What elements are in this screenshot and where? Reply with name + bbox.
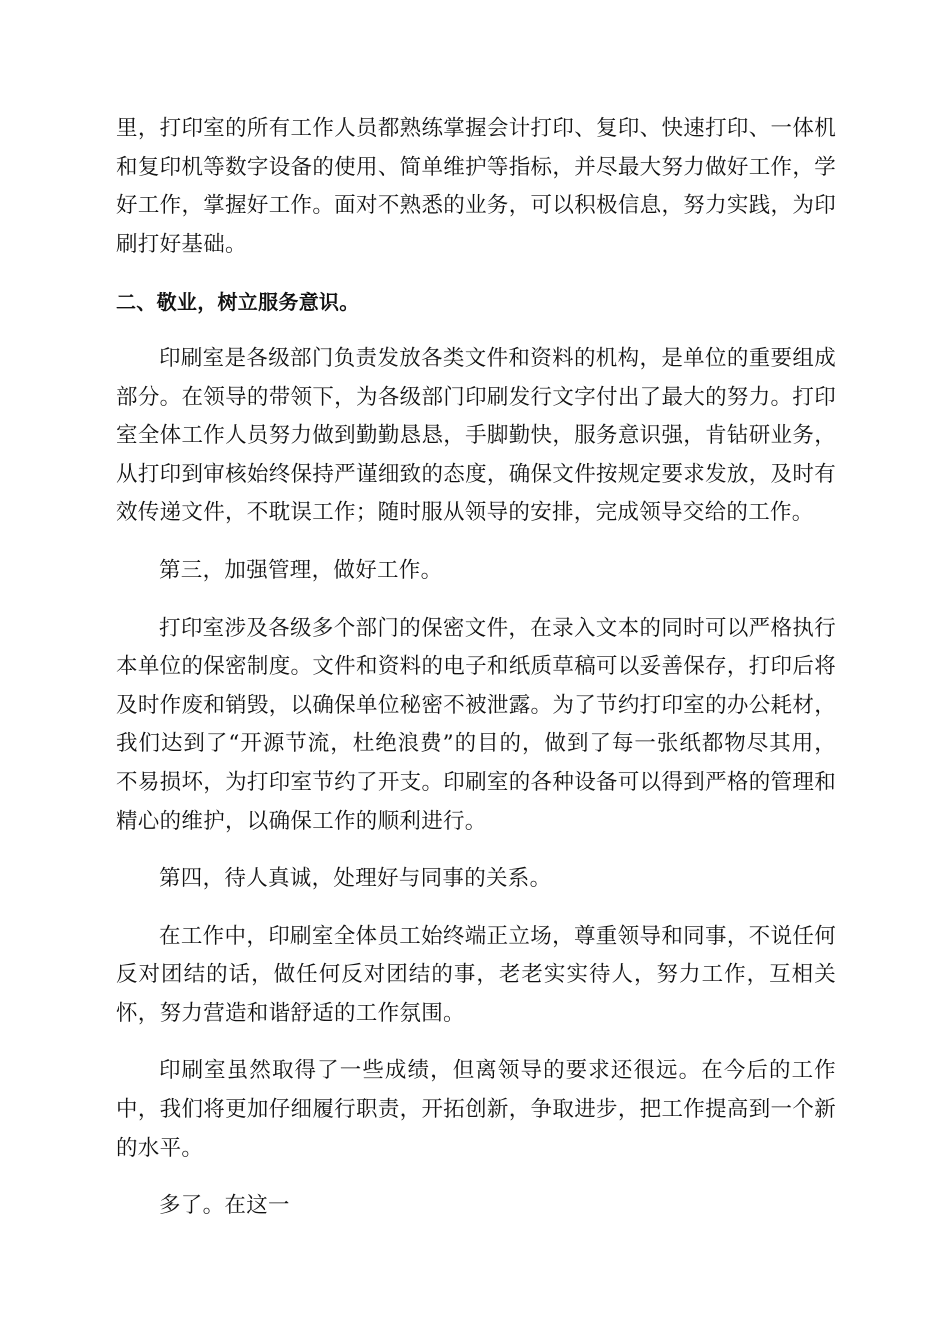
document-body xyxy=(116,110,836,1245)
section-heading-4: 第四，待人真诚，处理好与同事的关系。 xyxy=(159,866,552,892)
paragraph: 在工作中，印刷室全体员工始终端正立场，尊重领导和同事，不说任何反对团结的话，做任何反对团结的事，老老实实待人，努力工作，互相关怀，努力营造和谐舒适的工作氛围。 xyxy=(116,923,836,1026)
paragraph: 印刷室虽然取得了一些成绩，但离领导的要求还很远。在今后的工作中，我们将更加仔细履行职责，开拓创新，争取进步，把工作提高到一个新的水平。 xyxy=(116,1058,836,1161)
paragraph: 印刷室是各级部门负责发放各类文件和资料的机构，是单位的重要组成部分。在领导的带领下，为各级部门印刷发行文字付出了最大的努力。打印室全体工作人员努力做到勤勤恳恳，手脚勤快，服务意识强，肯钻研业务，从打印到审核始终保持严谨细致的态度，确保文件按规定要求发放，及时有效传递文件，不耽误工作；随时服从领导的安排，完成领导交给的工作。 xyxy=(116,345,836,526)
paragraph-fragment: 多了。在这一 xyxy=(159,1193,290,1219)
section-heading-2: 二、敬业，树立服务意识。 xyxy=(116,290,360,315)
paragraph: 打印室涉及各级多个部门的保密文件，在录入文本的同时可以严格执行本单位的保密制度。文件和资料的电子和纸质草稿可以妥善保存，打印后将及时作废和销毁，以确保单位秘密不被泄露。为了节约打印室的办公耗材，我们达到了“开源节流，杜绝浪费”的目的，做到了每一张纸都物尽其用，不易损坏，为打印室节约了开支。印刷室的各种设备可以得到严格的管理和精心的维护，以确保工作的顺利进行。 xyxy=(116,615,836,834)
paragraph-continued: 里，打印室的所有工作人员都熟练掌握会计打印、复印、快速打印、一体机和复印机等数字设备的使用、简单维护等指标，并尽最大努力做好工作，学好工作，掌握好工作。面对不熟悉的业务，可以积极信息，努力实践，为印刷打好基础。 xyxy=(116,116,836,257)
section-heading-3: 第三，加强管理，做好工作。 xyxy=(159,557,443,583)
